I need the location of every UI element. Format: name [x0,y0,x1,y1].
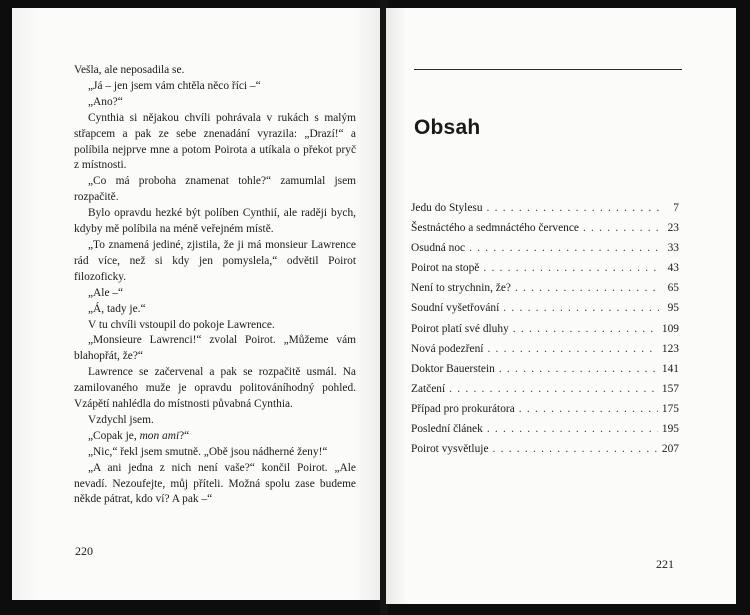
paragraph: Vzdychl jsem. [88,413,154,426]
toc-title: Obsah [414,116,481,139]
toc-leader-dots [483,262,659,274]
toc-entry [411,282,679,302]
paragraph: Vešla, ale neposadila se. [74,64,185,76]
toc-entry-page: 33 [667,242,679,255]
toc-leader-dots [583,222,659,234]
toc-entry-page: 23 [667,222,679,235]
toc-entry [411,302,679,322]
toc-entry-label: Poirot platí své dluhy [411,322,509,335]
paragraph: „Ale –“ [88,286,124,299]
toc-leader-dots [513,323,658,335]
paragraph: „Copak je, mon ami?“ [88,429,190,442]
toc-entry-page: 207 [661,443,679,456]
toc-entry [411,323,679,343]
toc-leader-dots [503,302,659,314]
toc-entry [411,383,679,403]
toc-entry [411,343,679,363]
toc-entry-label: Nová podezření [411,342,484,355]
paragraph: „Nic,“ řekl jsem smutně. „Obě jsou nádherné ženy!“ [88,445,328,458]
toc-entry [411,443,679,463]
toc-leader-dots [487,343,657,355]
paragraph: V tu chvíli vstoupil do pokoje Lawrence. [88,318,275,331]
toc-entry-label: Případ pro prokurátora [411,402,515,415]
toc-leader-dots [487,202,659,214]
toc-entry-label: Není to strychnin, že? [411,282,511,295]
paragraph: „Á, tady je.“ [88,302,146,315]
toc-entry-page: 157 [661,382,679,395]
toc-entry-label: Soudní vyšetřování [411,302,500,315]
paragraph: „A ani jedna z nich není vaše?“ končil Poirot. „Ale nevadí. Nezoufejte, můj příteli. Možná spolu zase budeme někde pátrat, kdo ví? A pak –“ [74,461,356,506]
table-of-contents [411,202,679,463]
body-text [74,63,356,508]
header-rule [414,69,682,70]
toc-entry-label: Poslední článek [411,423,483,436]
right-page [386,8,736,604]
toc-leader-dots [449,383,658,395]
toc-leader-dots [519,403,658,415]
toc-entry [411,423,679,443]
paragraph: „Co má proboha znamenat tohle?“ zamumlal jsem rozpačitě. [74,175,356,204]
toc-entry [411,363,679,383]
toc-entry [411,202,679,222]
page-number-left: 220 [75,544,93,558]
toc-entry-page: 175 [661,402,679,415]
toc-entry-page: 95 [667,302,679,315]
toc-entry [411,403,679,423]
toc-entry [411,262,679,282]
toc-entry-page: 123 [661,342,679,355]
toc-leader-dots [499,363,658,375]
toc-entry-page: 43 [667,262,679,275]
left-page [12,8,382,600]
toc-entry-label: Poirot na stopě [411,262,480,275]
paragraph: Cynthia si nějakou chvíli pohrávala v rukách s malým střapcem a pak ze sebe znenadání vyrazila: „Drazí!“ a políbila nejprve mne a potom Poirota a utíkala o překot pryč z místnosti. [74,111,356,172]
toc-entry [411,242,679,262]
toc-entry-label: Poirot vysvětluje [411,443,489,456]
toc-entry-page: 141 [661,362,679,375]
toc-entry-page: 65 [667,282,679,295]
paragraph: „To znamená jediné, zjistila, že ji má monsieur Lawrence rád více, než si kdy jen pomyslela,“ odvětil Poirot filozoficky. [74,238,356,283]
paragraph: Bylo opravdu hezké být políben Cynthií, ale raději bych, kdyby mě políbila na méně veřejném místě. [74,207,356,236]
paragraph: Lawrence se začervenal a pak se rozpačitě usmál. Na zamilovaného muže je opravdu politováníhodný pohled. Vzápětí nahlédla do místnosti půvabná Cynthia. [74,366,356,411]
paragraph: „Já – jen jsem vám chtěla něco říci –“ [88,79,261,92]
toc-entry-page: 7 [673,202,679,214]
toc-entry-label: Zatčení [411,382,446,395]
toc-leader-dots [493,443,658,455]
toc-leader-dots [469,242,659,254]
toc-entry-label: Jedu do Stylesu [411,202,483,214]
toc-leader-dots [487,423,658,435]
toc-entry [411,222,679,242]
toc-entry-label: Šestnáctého a sedmnáctého července [411,222,579,235]
page-number-right: 221 [656,557,674,571]
toc-entry-page: 195 [661,423,679,436]
paragraph: „Ano?“ [88,95,123,108]
toc-entry-page: 109 [661,322,679,335]
toc-entry-label: Osudná noc [411,242,466,255]
toc-leader-dots [515,282,659,294]
paragraph: „Monsieure Lawrenci!“ zvolal Poirot. „Můžeme vám blahopřát, že?“ [74,334,356,363]
toc-entry-label: Doktor Bauerstein [411,362,495,375]
